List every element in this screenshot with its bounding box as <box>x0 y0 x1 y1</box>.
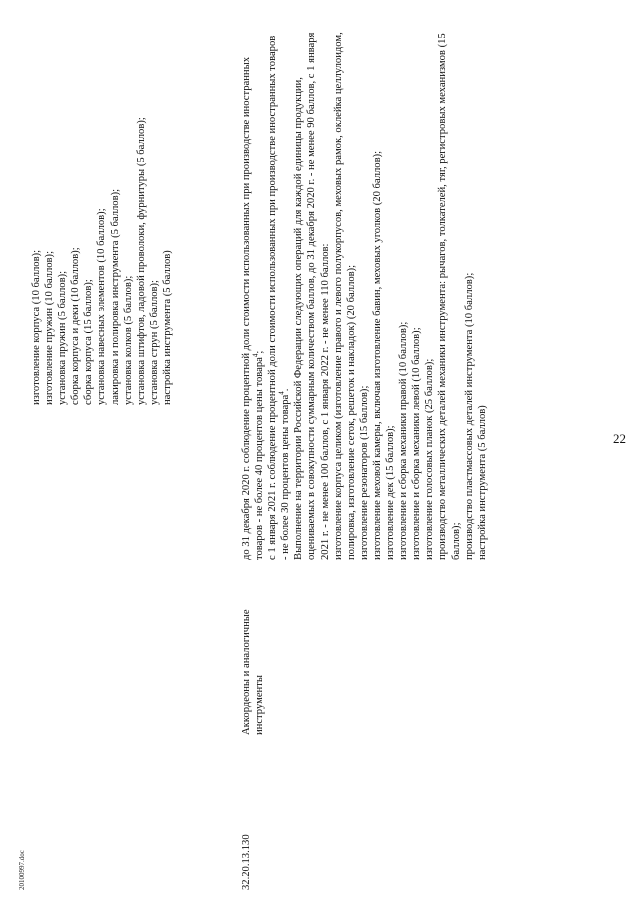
list-item: установка струн (5 баллов); <box>148 280 160 405</box>
page-number: 22 <box>613 430 627 446</box>
requirement-paragraph: до 31 декабря 2020 г. соблюдение процентной доли стоимости использованных при производстве иностранных товаров - не более 40 процентов цены товара$^4$; <box>241 56 266 560</box>
list-item: сборка корпуса (15 баллов); <box>83 279 95 405</box>
okpd-code: 32.20.13.130 <box>241 834 252 890</box>
list-item: изготовление пружин (10 баллов); <box>44 250 56 405</box>
list-item: настройка инструмента (5 баллов) <box>161 250 173 405</box>
product-name: Аккордеоны и аналогичные инструменты <box>241 609 266 735</box>
rotated-page <box>30 30 630 890</box>
requirement-paragraph: Выполнение на территории Российской Федерации следующих операций для каждой единицы продукции, оцениваемых в совокупности суммарным количеством баллов, до 31 декабря 2020 г. - не менее 90 баллов, с 1 января 2021 г. - не менее 100 баллов, с 1 января 2022 г. - не менее 110 баллов: <box>293 32 331 560</box>
requirement-paragraph: изготовление и сборка механики левой (10 баллов); <box>411 327 423 560</box>
footnote-ref: 4 <box>277 391 286 395</box>
requirement-paragraph: с 1 января 2021 г. соблюдение процентной доли стоимости использованных при производстве иностранных товаров - не более 30 процентов цены товара$^4$. <box>267 35 292 560</box>
list-item: установка штифтов, ладовой проволоки, фурнитуры (5 баллов); <box>135 117 147 405</box>
requirements <box>240 30 489 560</box>
requirement-paragraph: производство металлических деталей механики инструмента: рычагов, толкателей, тяг, регистровых механизмов (15 баллов); <box>437 33 462 560</box>
requirement-paragraph: изготовление резонаторов (15 баллов); <box>358 385 370 560</box>
footnote-ref: 4 <box>251 353 260 358</box>
requirement-paragraph: изготовление корпуса целиком (изготовление правого и левого полукорпусов, меховых рамок, оклейка целлулоидом, полировка, изготовление сеток, решеток и накладок) (20 баллов); <box>332 32 357 560</box>
requirement-paragraph: настройка инструмента (5 баллов) <box>476 405 488 560</box>
requirement-paragraph: производство пластмассовых деталей инструмента (10 баллов); <box>463 272 475 560</box>
list-item: установка пружин (5 баллов); <box>57 270 69 405</box>
operations-list-continued <box>30 35 174 405</box>
requirement-paragraph: изготовление и сборка механики правой (10 баллов); <box>398 321 410 560</box>
list-item: установка колков (5 баллов); <box>122 275 134 405</box>
list-item: установка навесных элементов (10 баллов); <box>96 208 108 405</box>
requirement-paragraph: изготовление меховой камеры, включая изготовление бавин, меховых уголков (20 баллов); <box>371 150 383 560</box>
list-item: сборка корпуса и деки (10 баллов); <box>70 247 82 405</box>
list-item: изготовление корпуса (10 баллов); <box>31 249 42 405</box>
requirement-paragraph: изготовление дек (15 баллов); <box>385 425 397 560</box>
document-filename: 20100997.doc <box>18 850 26 890</box>
list-item: лакировка и полировка инструмента (5 баллов); <box>109 188 121 405</box>
requirement-paragraph: изготовление голосовых планок (25 баллов); <box>424 358 436 560</box>
